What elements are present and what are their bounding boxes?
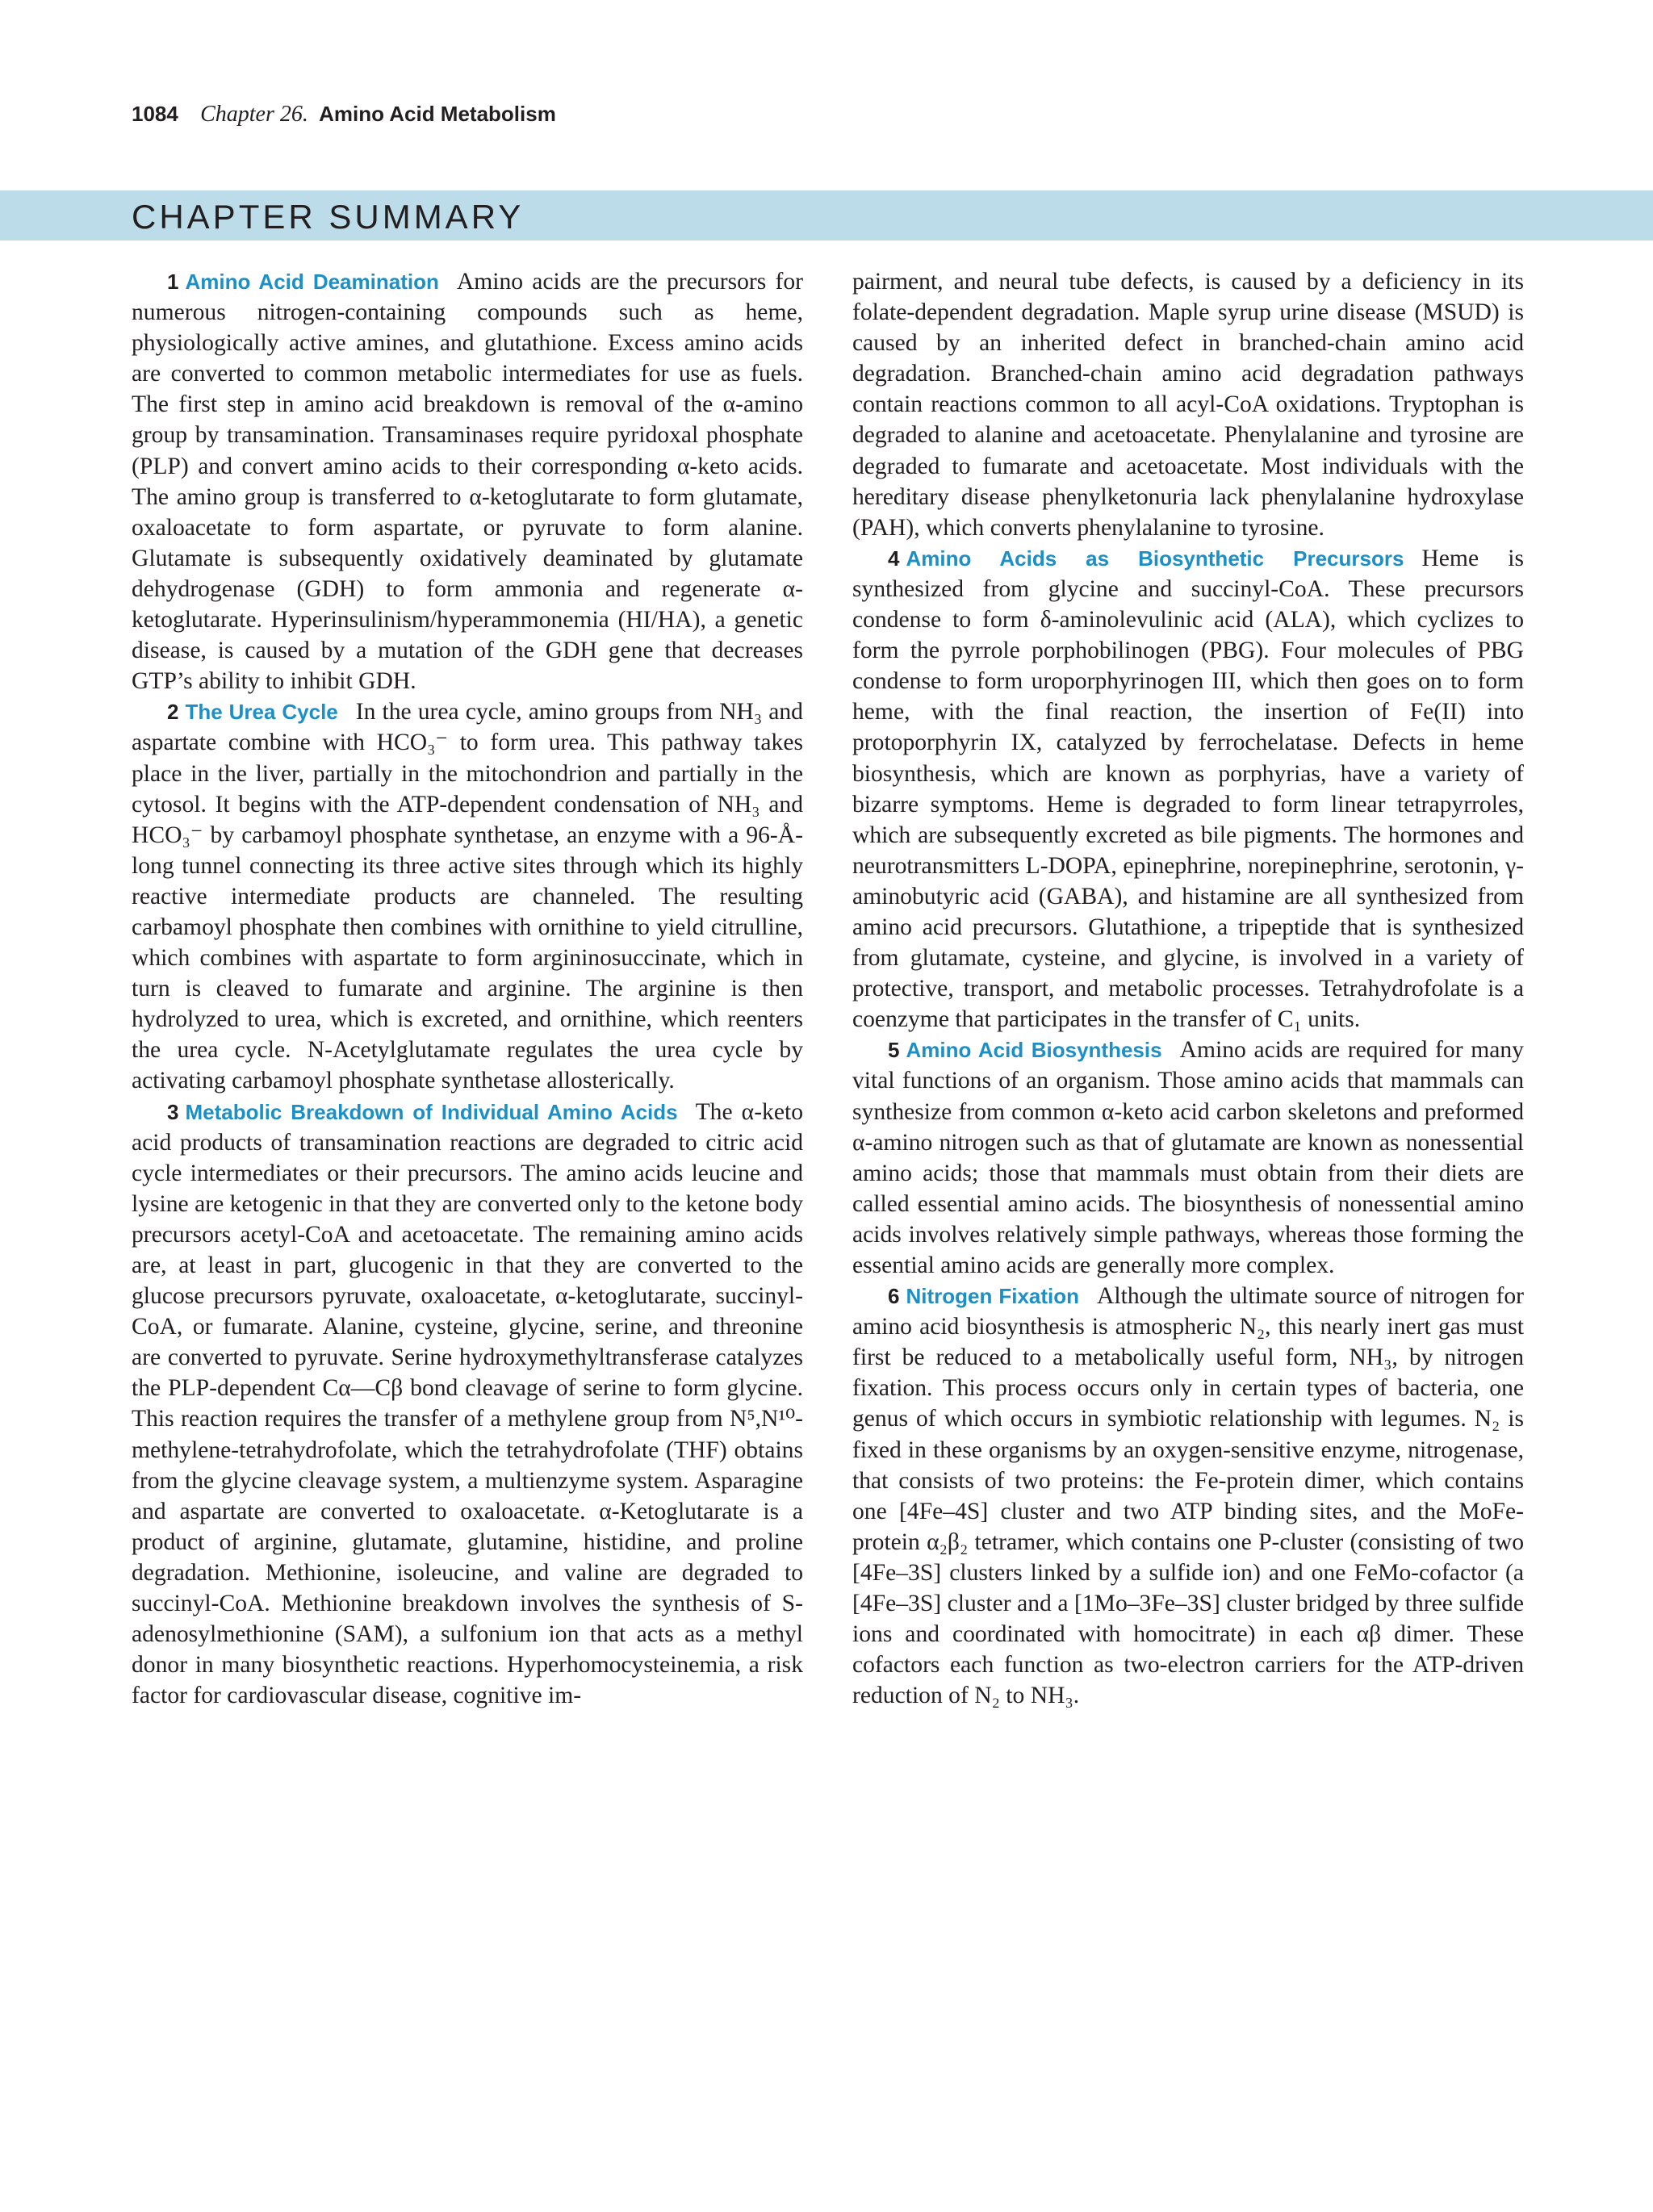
section-number: 4 bbox=[888, 546, 900, 571]
section-text: Heme is synthesized from glycine and succinyl-CoA. These precursors condense to form δ-aminolevulinic acid (ALA), which cyclizes to form the pyrrole porphobilinogen (PBG). Four molecules of PBG condense to form uroporphyrinogen III, which then goes on to form heme, with the final reaction, the insertion of Fe(II) into protoporphyrin IX, catalyzed by ferrochelatase. Defects in heme biosynthesis, which are known as porphyrias, have a variety of bizarre symptoms. Heme is degraded to form linear tetrapyrroles, which are subsequently excreted as bile pigments. The hormones and neurotransmitters L-DOPA, epinephrine, norepinephrine, serotonin, γ-aminobutyric acid (GABA), and histamine are all synthesized from amino acid precursors. Glutathione, a tripeptide that is synthesized from glutamate, cysteine, and glycine, is involved in a variety of protective, transport, and metabolic processes. Tetrahydrofolate is a coenzyme that participates in the transfer of C₁ units. bbox=[852, 545, 1524, 1033]
section-title: CHAPTER SUMMARY bbox=[132, 198, 525, 236]
running-head bbox=[132, 102, 556, 128]
section-text: The α-keto acid products of transamination reactions are degraded to citric acid cycle intermediates or their precursors. The amino acids leucine and lysine are ketogenic in that they are converted only to the ketone body precursors acetyl-CoA and acetoacetate. The remaining amino acids are, at least in part, glucogenic in that they are converted to the glucose precursors pyruvate, oxaloacetate, α-ketoglutarate, succinyl-CoA, or fumarate. Alanine, cysteine, glycine, serine, and threonine are converted to pyruvate. Serine hydroxymethyltransferase catalyzes the PLP-dependent Cα—Cβ bond cleavage of serine to form glycine. This reaction requires the transfer of a methylene group from N⁵,N¹⁰-methylene-tetrahydrofolate, which the tetrahydrofolate (THF) obtains from the glycine cleavage system, a multienzyme system. Asparagine and aspartate are converted to oxaloacetate. α-Ketoglutarate is a product of arginine, glutamate, glutamine, histidine, and proline degradation. Methionine, isoleucine, and valine are degraded to succinyl-CoA. Methionine breakdown involves the synthesis of S-adenosylmethionine (SAM), a sulfonium ion that acts as a methyl donor in many biosynthetic reactions. Hyperhomocysteinemia, a risk factor for cardiovascular disease, cognitive im- bbox=[132, 1098, 803, 1709]
section-heading: Amino Acid Biosynthesis bbox=[906, 1038, 1162, 1063]
section-number: 1 bbox=[167, 270, 179, 294]
section-text: pairment, and neural tube defects, is caused by a deficiency in its folate-dependent degradation. Maple syrup urine disease (MSUD) is caused by an inherited defect in branched-chain amino acid degradation. Branched-chain amino acid degradation pathways contain reactions common to all acyl-CoA oxidations. Tryptophan is degraded to alanine and acetoacetate. Phenylalanine and tyrosine are degraded to fumarate and acetoacetate. Most individuals with the hereditary disease phenylketonuria lack phenylalanine hydroxylase (PAH), which converts phenylalanine to tyrosine. bbox=[852, 269, 1524, 541]
summary-section-3 bbox=[132, 1097, 803, 1712]
chapter-label: Chapter 26. bbox=[200, 102, 308, 127]
section-number: 6 bbox=[888, 1284, 900, 1309]
section-number: 3 bbox=[167, 1099, 179, 1124]
section-number: 5 bbox=[888, 1038, 900, 1063]
right-column bbox=[852, 266, 1524, 1711]
summary-section-5 bbox=[852, 1035, 1524, 1281]
chapter-title: Amino Acid Metabolism bbox=[319, 102, 556, 126]
summary-section-4 bbox=[852, 543, 1524, 1035]
section-number: 2 bbox=[167, 700, 179, 725]
section-heading: Amino Acid Deamination bbox=[185, 270, 439, 294]
section-text: Amino acids are the precursors for numerous nitrogen-containing compounds such as heme, physiologically active amines, and glutathione. Excess amino acids are converted to common metabolic intermediates for use as fuels. The first step in amino acid breakdown is removal of the α-amino group by transamination. Transaminases require pyridoxal phosphate (PLP) and convert amino acids to their corresponding α-keto acids. The amino group is transferred to α-ketoglutarate to form glutamate, oxaloacetate to form aspartate, or pyruvate to form alanine. Glutamate is subsequently oxidatively deaminated by glutamate dehydrogenase (GDH) to form ammonia and regenerate α-ketoglutarate. Hyperinsulinism/hyperammonemia (HI/HA), a genetic disease, is caused by a mutation of the GDH gene that decreases GTP’s ability to inhibit GDH. bbox=[132, 269, 803, 695]
section-heading: Nitrogen Fixation bbox=[906, 1284, 1080, 1309]
summary-section-2 bbox=[132, 696, 803, 1096]
section-text: Although the ultimate source of nitrogen for amino acid biosynthesis is atmospheric N₂, this nearly inert gas must first be reduced to a metabolically useful form, NH₃, by nitrogen fixation. This process occurs only in certain types of bacteria, one genus of which occurs in symbiotic relationship with legumes. N₂ is fixed in these organisms by an oxygen-sensitive enzyme, nitrogenase, that consists of two proteins: the Fe-protein dimer, which contains one [4Fe–4S] cluster and two ATP binding sites, and the MoFe-protein α₂β₂ tetramer, which contains one P-cluster (consisting of two [4Fe–3S] clusters linked by a sulfide ion) and one FeMo-cofactor (a [4Fe–3S] cluster and a [1Mo–3Fe–3S] cluster bridged by three sulfide ions and coordinated with homocitrate) in each αβ dimer. These cofactors each function as two-electron carriers for the ATP-driven reduction of N₂ to NH₃. bbox=[852, 1283, 1525, 1709]
section-heading: Metabolic Breakdown of Individual Amino Acids bbox=[185, 1099, 678, 1124]
summary-section-3-continued bbox=[852, 266, 1524, 543]
section-text: Amino acids are required for many vital functions of an organism. Those amino acids that mammals can synthesize from common α-keto acid carbon skeletons and preformed α-amino nitrogen such as that of glutamate are known as nonessential amino acids; those that mammals must obtain from their diets are called essential amino acids. The biosynthesis of nonessential amino acids involves relatively simple pathways, whereas those forming the essential amino acids are generally more complex. bbox=[852, 1037, 1524, 1278]
summary-section-1 bbox=[132, 266, 803, 696]
section-text: In the urea cycle, amino groups from NH₃ and aspartate combine with HCO₃⁻ to form urea. This pathway takes place in the liver, partially in the mitochondrion and partially in the cytosol. It begins with the ATP-dependent condensation of NH₃ and HCO₃⁻ by carbamoyl phosphate synthetase, an enzyme with a 96-Å-long tunnel connecting its three active sites through which its highly reactive intermediate products are channeled. The resulting carbamoyl phosphate then combines with ornithine to yield citrulline, which combines with aspartate to form argininosuccinate, which in turn is cleaved to fumarate and arginine. The arginine is then hydrolyzed to urea, which is excreted, and ornithine, which reenters the urea cycle. N-Acetylglutamate regulates the urea cycle by activating carbamoyl phosphate synthetase allosterically. bbox=[132, 699, 803, 1094]
section-heading: The Urea Cycle bbox=[185, 700, 338, 725]
section-heading: Amino Acids as Biosynthetic Precursors bbox=[906, 546, 1404, 571]
summary-section-6 bbox=[852, 1281, 1524, 1711]
page-number: 1084 bbox=[132, 102, 178, 126]
left-column bbox=[132, 266, 803, 1711]
